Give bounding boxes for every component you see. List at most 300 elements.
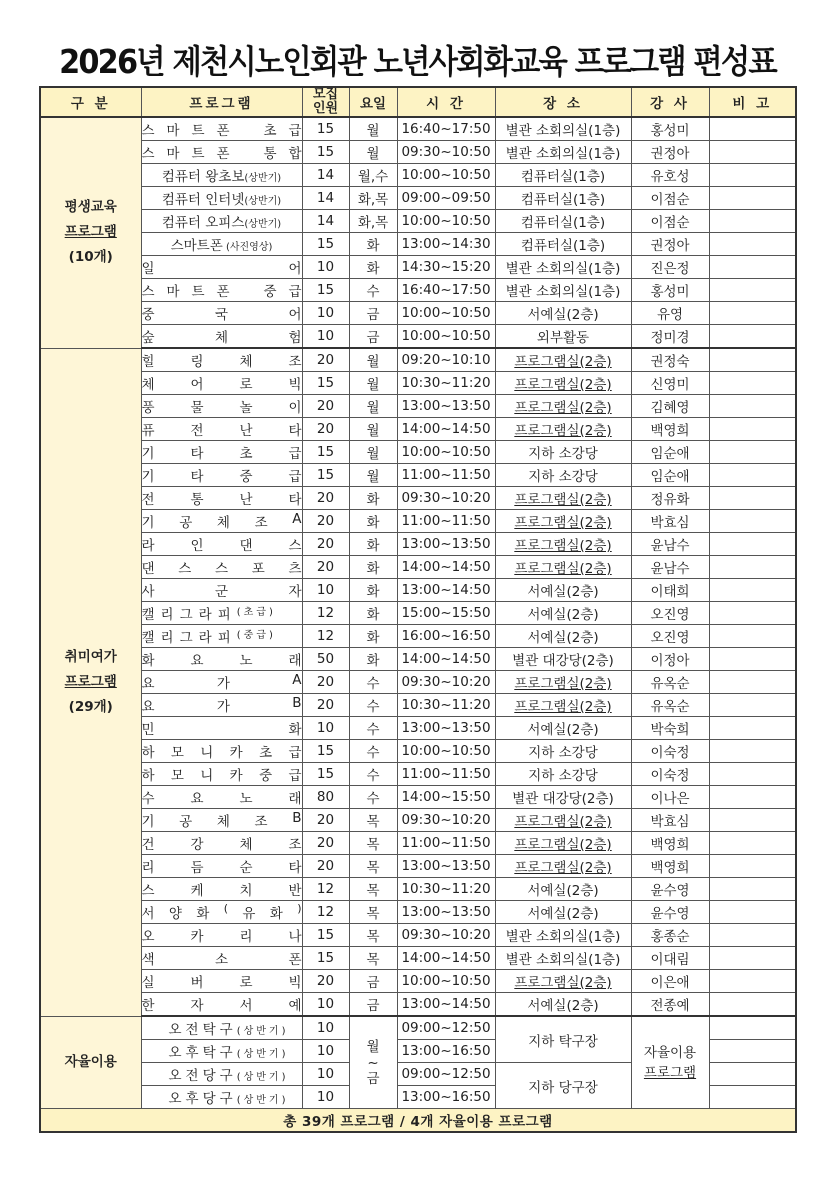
- header-place: 장 소: [495, 87, 631, 117]
- program-char: 사: [141, 584, 155, 600]
- program-sub: (상반기): [236, 1026, 289, 1037]
- program-char: 스: [288, 538, 302, 554]
- section-label: 자율이용: [40, 1016, 141, 1109]
- program-name-chars: [142, 119, 302, 139]
- program-char: 인: [190, 538, 204, 554]
- time-cell: 14:00~14:50: [397, 418, 495, 441]
- program-char: 기: [141, 515, 155, 531]
- day-cell: 화: [349, 510, 397, 533]
- program-char: 서: [141, 906, 155, 922]
- capacity-cell: 15: [302, 279, 349, 302]
- time-cell: 16:00~16:50: [397, 625, 495, 648]
- program-name: [141, 141, 302, 164]
- day-cell: 화: [349, 256, 397, 279]
- place-cell: 별관 대강당(2층): [495, 786, 631, 809]
- place-cell: 서예실(2층): [495, 579, 631, 602]
- program-name-chars: [142, 557, 302, 577]
- note-cell: [709, 1016, 796, 1040]
- program-char: 타: [288, 492, 302, 508]
- instructor-cell: 홍종순: [631, 924, 709, 947]
- header-note: 비 고: [709, 87, 796, 117]
- day-cell: 월: [349, 418, 397, 441]
- note-cell: [709, 671, 796, 694]
- place-cell: 서예실(2층): [495, 901, 631, 924]
- capacity-cell: 20: [302, 809, 349, 832]
- program-char: A: [292, 511, 302, 527]
- program-char: 물: [190, 400, 204, 416]
- program-char: 중: [239, 469, 253, 485]
- table-row: [40, 464, 796, 487]
- table-row: [40, 302, 796, 325]
- instructor-cell: 윤수영: [631, 878, 709, 901]
- note-cell: [709, 786, 796, 809]
- capacity-cell: 20: [302, 970, 349, 993]
- program-name: [141, 717, 302, 740]
- table-row: [40, 970, 796, 993]
- program-char: B: [292, 695, 302, 711]
- note-cell: [709, 648, 796, 671]
- day-cell: 금: [349, 970, 397, 993]
- program-char: 일: [141, 261, 155, 277]
- note-cell: [709, 740, 796, 763]
- day-cell: 화: [349, 556, 397, 579]
- place-cell: 프로그램실(2층): [495, 510, 631, 533]
- program-char: 이: [288, 400, 302, 416]
- capacity-cell: 20: [302, 395, 349, 418]
- note-cell: [709, 533, 796, 556]
- instructor-line1: 자율이용: [643, 1044, 697, 1061]
- program-char: 타: [288, 423, 302, 439]
- note-cell: [709, 993, 796, 1017]
- time-cell: 11:00~11:50: [397, 464, 495, 487]
- day-cell: 월: [349, 117, 397, 141]
- table-row: [40, 602, 796, 625]
- table-row: [40, 187, 796, 210]
- place-cell: 별관 소회의실(1층): [495, 279, 631, 302]
- program-name-chars: [142, 626, 302, 646]
- table-row: [40, 210, 796, 233]
- place-cell: 서예실(2층): [495, 717, 631, 740]
- place-cell: 지하 탁구장: [495, 1016, 631, 1063]
- capacity-cell: 10: [302, 302, 349, 325]
- program-name: [141, 325, 302, 349]
- program-name-chars: [142, 257, 302, 277]
- program-char: A: [292, 672, 302, 688]
- day-cell: 월,수: [349, 164, 397, 187]
- program-text: 오전탁구: [168, 1022, 237, 1038]
- day-cell: 목: [349, 832, 397, 855]
- program-char: 가: [216, 676, 230, 692]
- time-cell: 10:30~11:20: [397, 694, 495, 717]
- program-name: [141, 279, 302, 302]
- table-row: [40, 740, 796, 763]
- program-name-chars: [142, 695, 302, 715]
- program-char: 기: [141, 814, 155, 830]
- note-cell: [709, 901, 796, 924]
- program-name-chars: [142, 465, 302, 485]
- program-text: 스마트폰: [170, 238, 223, 254]
- time-cell: 13:00~14:30: [397, 233, 495, 256]
- instructor-cell: 이점순: [631, 210, 709, 233]
- place-cell: 프로그램실(2층): [495, 372, 631, 395]
- table-row: [40, 325, 796, 349]
- program-text: 컴퓨터 오피스: [161, 215, 245, 231]
- program-text: 컴퓨터 왕초보: [161, 169, 245, 185]
- time-cell: 10:00~10:50: [397, 210, 495, 233]
- place-cell: 지하 소강당: [495, 464, 631, 487]
- time-cell: 09:00~12:50: [397, 1063, 495, 1086]
- program-char: 험: [288, 330, 302, 346]
- instructor-cell: 박효심: [631, 510, 709, 533]
- program-char: 초: [259, 745, 273, 761]
- capacity-cell: 20: [302, 855, 349, 878]
- place-cell: 프로그램실(2층): [495, 556, 631, 579]
- program-name-chars: [142, 902, 302, 922]
- program-char: 반: [288, 883, 302, 899]
- day-cell: 목: [349, 924, 397, 947]
- instructor-cell: 임순애: [631, 464, 709, 487]
- program-char: 댄: [239, 538, 253, 554]
- program-name: [141, 763, 302, 786]
- program-char: 캘: [141, 630, 155, 646]
- place-cell: 별관 소회의실(1층): [495, 256, 631, 279]
- time-cell: 14:00~15:50: [397, 786, 495, 809]
- capacity-cell: 15: [302, 947, 349, 970]
- program-char: 빅: [288, 975, 302, 991]
- program-char: 체: [239, 354, 253, 370]
- time-cell: 14:00~14:50: [397, 947, 495, 970]
- program-char: 중: [263, 284, 277, 300]
- time-cell: 15:00~15:50: [397, 602, 495, 625]
- table-row: [40, 487, 796, 510]
- time-cell: 16:40~17:50: [397, 279, 495, 302]
- place-cell: 별관 소회의실(1층): [495, 947, 631, 970]
- place-cell: 서예실(2층): [495, 602, 631, 625]
- time-cell: 10:00~10:50: [397, 325, 495, 349]
- place-cell: 지하 당구장: [495, 1063, 631, 1109]
- table-row: [40, 579, 796, 602]
- note-cell: [709, 602, 796, 625]
- program-name: [141, 372, 302, 395]
- program-char: 니: [200, 768, 214, 784]
- program-name: [141, 210, 302, 233]
- note-cell: [709, 694, 796, 717]
- day-cell: 화: [349, 625, 397, 648]
- program-char: 폰: [216, 146, 230, 162]
- note-cell: [709, 832, 796, 855]
- page-title: 2026년 제천시노인회관 노년사회화교육 프로그램 편성표: [59, 42, 776, 81]
- section-count: (10개): [68, 249, 113, 266]
- program-char: 난: [239, 423, 253, 439]
- capacity-cell: 20: [302, 348, 349, 372]
- capacity-cell: 10: [302, 579, 349, 602]
- program-char: 통: [263, 146, 277, 162]
- program-char: 중: [141, 307, 155, 323]
- program-char: 마: [166, 284, 180, 300]
- program-char: 기: [141, 469, 155, 485]
- capacity-cell: 12: [302, 625, 349, 648]
- program-text: 오후당구: [168, 1091, 237, 1107]
- table-row: [40, 763, 796, 786]
- program-name-chars: [142, 764, 302, 784]
- capacity-cell: 10: [302, 993, 349, 1017]
- program-name-chars: [142, 442, 302, 462]
- day-cell: 화: [349, 602, 397, 625]
- program-char: 그: [179, 607, 193, 623]
- instructor-cell: 전종예: [631, 993, 709, 1017]
- day-cell: 월: [349, 395, 397, 418]
- program-sub: (초급): [236, 607, 276, 618]
- capacity-cell: 20: [302, 694, 349, 717]
- program-name-chars: [142, 303, 302, 323]
- day-cell: 월: [349, 441, 397, 464]
- instructor-cell: 이숙정: [631, 740, 709, 763]
- instructor-cell: 권정아: [631, 141, 709, 164]
- program-char: 마: [166, 146, 180, 162]
- note-cell: [709, 855, 796, 878]
- program-name-chars: [142, 142, 302, 162]
- place-cell: 별관 소회의실(1층): [495, 117, 631, 141]
- program-char: 스: [178, 561, 192, 577]
- program-char: 래: [288, 653, 302, 669]
- table-row: [40, 395, 796, 418]
- instructor-cell: 신영미: [631, 372, 709, 395]
- program-name: [141, 602, 302, 625]
- program-char: 리: [141, 860, 155, 876]
- capacity-cell: 10: [302, 1063, 349, 1086]
- instructor-cell: 정미경: [631, 325, 709, 349]
- program-char: 타: [190, 446, 204, 462]
- program-char: 급: [288, 469, 302, 485]
- program-name: [141, 832, 302, 855]
- program-char: 어: [288, 307, 302, 323]
- capacity-cell: 20: [302, 510, 349, 533]
- header-row: [40, 87, 796, 117]
- program-char: 하: [141, 745, 155, 761]
- note-cell: [709, 441, 796, 464]
- program-char: 힐: [141, 354, 155, 370]
- note-cell: [709, 1063, 796, 1086]
- program-char: 합: [288, 146, 302, 162]
- note-cell: [709, 117, 796, 141]
- summary-row: [40, 1109, 796, 1133]
- day-cell: 수: [349, 740, 397, 763]
- capacity-cell: 20: [302, 832, 349, 855]
- program-sub: (상반기): [236, 1095, 289, 1106]
- program-char: 요: [190, 653, 204, 669]
- program-char: 기: [141, 446, 155, 462]
- time-cell: 11:00~11:50: [397, 763, 495, 786]
- program-sub: (상반기): [236, 1072, 289, 1083]
- program-name: [141, 625, 302, 648]
- program-name-chars: [142, 741, 302, 761]
- program-text: 오전당구: [168, 1068, 237, 1084]
- program-char: 듬: [190, 860, 204, 876]
- table-row: [40, 947, 796, 970]
- program-name-chars: [142, 396, 302, 416]
- day-end: 금: [366, 1070, 380, 1087]
- capacity-cell: 15: [302, 117, 349, 141]
- instructor-cell: 박숙희: [631, 717, 709, 740]
- program-name: [141, 1040, 302, 1063]
- program-name-chars: [142, 994, 302, 1014]
- program-name-chars: [142, 787, 302, 807]
- header-instructor: 강 사: [631, 87, 709, 117]
- program-char: 포: [251, 561, 265, 577]
- instructor-cell: 권정숙: [631, 348, 709, 372]
- program-char: 스: [141, 146, 155, 162]
- program-char: 케: [190, 883, 204, 899]
- program-name: [141, 648, 302, 671]
- program-char: 화: [141, 653, 155, 669]
- program-char: 급: [288, 768, 302, 784]
- place-cell: 프로그램실(2층): [495, 671, 631, 694]
- program-char: 화: [269, 906, 283, 922]
- place-cell: 프로그램실(2층): [495, 694, 631, 717]
- program-name-chars: [142, 672, 302, 692]
- instructor-cell: 이대림: [631, 947, 709, 970]
- time-cell: 13:00~13:50: [397, 901, 495, 924]
- program-name: [141, 418, 302, 441]
- place-cell: 서예실(2층): [495, 878, 631, 901]
- time-cell: 09:00~12:50: [397, 1016, 495, 1040]
- place-cell: 지하 소강당: [495, 763, 631, 786]
- program-char: 리: [239, 929, 253, 945]
- instructor-cell: 이은애: [631, 970, 709, 993]
- program-char: 어: [190, 377, 204, 393]
- program-char: 조: [288, 354, 302, 370]
- program-char: 니: [200, 745, 214, 761]
- program-char: 화: [196, 906, 210, 922]
- section-label-line1: 평생교육: [64, 199, 117, 216]
- day-cell: 화,목: [349, 210, 397, 233]
- program-name-chars: [142, 350, 302, 370]
- instructor-cell: 오진영: [631, 602, 709, 625]
- note-cell: [709, 348, 796, 372]
- program-char: 공: [179, 515, 193, 531]
- table-row: [40, 625, 796, 648]
- place-cell: 외부활동: [495, 325, 631, 349]
- table-row: [40, 901, 796, 924]
- program-char: 그: [179, 630, 193, 646]
- program-char: B: [292, 810, 302, 826]
- program-char: 버: [190, 975, 204, 991]
- place-cell: 별관 소회의실(1층): [495, 141, 631, 164]
- note-cell: [709, 1040, 796, 1063]
- instructor-cell: 유옥순: [631, 694, 709, 717]
- program-name: [141, 740, 302, 763]
- time-cell: 13:00~14:50: [397, 579, 495, 602]
- program-text: 컴퓨터 인터넷: [161, 192, 245, 208]
- program-char: 빅: [288, 377, 302, 393]
- note-cell: [709, 717, 796, 740]
- program-name-chars: [142, 948, 302, 968]
- program-char: 퓨: [141, 423, 155, 439]
- program-name: [141, 187, 302, 210]
- time-cell: 09:30~10:20: [397, 671, 495, 694]
- schedule-table: [39, 86, 797, 1133]
- program-name: [141, 671, 302, 694]
- time-cell: 11:00~11:50: [397, 510, 495, 533]
- note-cell: [709, 510, 796, 533]
- program-char: 서: [239, 998, 253, 1014]
- place-cell: 지하 소강당: [495, 740, 631, 763]
- program-char: 링: [190, 354, 204, 370]
- place-cell: 프로그램실(2층): [495, 832, 631, 855]
- program-char: 자: [190, 998, 204, 1014]
- table-row: [40, 117, 796, 141]
- time-cell: 09:30~10:20: [397, 924, 495, 947]
- day-cell: 화,목: [349, 187, 397, 210]
- place-cell: 별관 대강당(2층): [495, 648, 631, 671]
- header-category: 구 분: [40, 87, 141, 117]
- day-cell: 월: [349, 372, 397, 395]
- program-name-chars: [142, 925, 302, 945]
- capacity-cell: 12: [302, 602, 349, 625]
- instructor-cell: 유영: [631, 302, 709, 325]
- place-cell: 서예실(2층): [495, 993, 631, 1017]
- place-cell: 프로그램실(2층): [495, 418, 631, 441]
- program-name-chars: [142, 971, 302, 991]
- program-char: 노: [239, 653, 253, 669]
- note-cell: [709, 1086, 796, 1109]
- program-char: 모: [170, 768, 184, 784]
- program-char: 양: [168, 906, 182, 922]
- table-row: [40, 510, 796, 533]
- header-capacity: [302, 87, 349, 117]
- program-char: 리: [160, 630, 174, 646]
- program-char: 오: [141, 929, 155, 945]
- program-char: 마: [166, 123, 180, 139]
- capacity-cell: 15: [302, 924, 349, 947]
- section-count: (29개): [68, 698, 113, 715]
- instructor-cell: 이정아: [631, 648, 709, 671]
- program-sub: (상반기): [244, 173, 282, 184]
- program-char: 화: [288, 722, 302, 738]
- header-capacity-line1: 모집: [312, 87, 339, 102]
- header-capacity-line2: 인원: [312, 101, 339, 116]
- table-row: [40, 694, 796, 717]
- capacity-cell: 10: [302, 1040, 349, 1063]
- program-char: 스: [141, 123, 155, 139]
- program-sub: (상반기): [236, 1049, 289, 1060]
- program-name: [141, 395, 302, 418]
- program-char: 체: [141, 377, 155, 393]
- instructor-cell: 윤남수: [631, 556, 709, 579]
- program-char: 로: [239, 975, 253, 991]
- instructor-cell: 이나은: [631, 786, 709, 809]
- table-row: [40, 924, 796, 947]
- table-row: [40, 348, 796, 372]
- program-char: 실: [141, 975, 155, 991]
- program-char: 초: [239, 446, 253, 462]
- capacity-cell: 12: [302, 878, 349, 901]
- capacity-cell: 80: [302, 786, 349, 809]
- note-cell: [709, 279, 796, 302]
- program-char: 체: [216, 814, 230, 830]
- time-cell: 09:20~10:10: [397, 348, 495, 372]
- instructor-cell: 정유화: [631, 487, 709, 510]
- program-name-chars: [142, 419, 302, 439]
- time-cell: 09:30~10:50: [397, 141, 495, 164]
- program-name-chars: [142, 810, 302, 830]
- place-cell: 프로그램실(2층): [495, 809, 631, 832]
- section-label: [40, 348, 141, 1016]
- program-char: [242, 142, 252, 162]
- note-cell: [709, 210, 796, 233]
- program-char: 요: [190, 791, 204, 807]
- section-label-line2: 프로그램: [64, 224, 117, 241]
